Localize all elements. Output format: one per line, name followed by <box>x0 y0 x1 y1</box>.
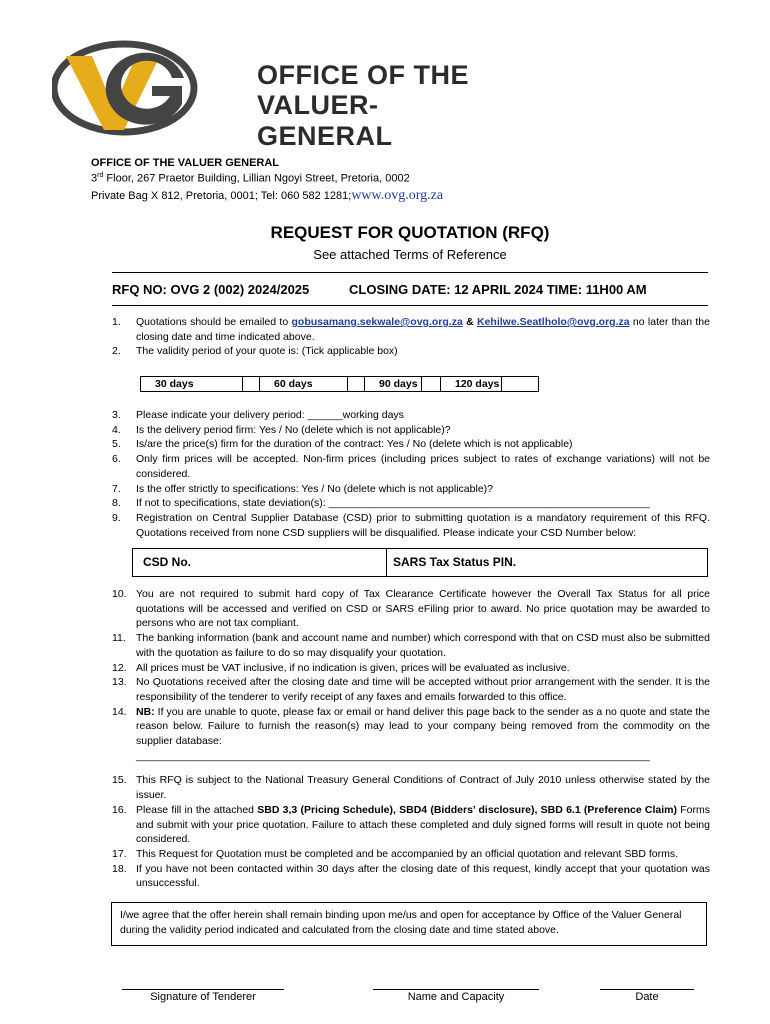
list-item <box>112 408 710 423</box>
document-title: REQUEST FOR QUOTATION (RFQ) <box>270 223 550 242</box>
sars-pin-field[interactable]: SARS Tax Status PIN. <box>393 555 517 569</box>
item-text: You are not required to submit hard copy of Tax Clearance Certificate however the Overall Tax Status for all price quotations will be accessed and verified on CSD or SARS eFiling prior to award. No price quotation may be awarded to persons who are not tax compliant. <box>136 588 710 630</box>
list-item <box>112 587 710 631</box>
item-number: 7. <box>112 482 121 495</box>
list-item <box>112 482 710 497</box>
item-text: All prices must be VAT inclusive, if no indication is given, prices will be evaluated as inclusive. <box>136 661 570 674</box>
signature-line[interactable] <box>122 989 284 990</box>
document-subtitle: See attached Terms of Reference <box>313 247 507 262</box>
org-name: OFFICE OF THE VALUER GENERAL <box>91 157 280 169</box>
item-text: Registration on Central Supplier Database (CSD) prior to submitting quotation is a mandatory requirement of this RFQ. Quotations received from none CSD suppliers will be disqualified. Please indicate your CSD Number below: <box>136 511 710 539</box>
item-number: 3. <box>112 409 121 421</box>
name-capacity-label: Name and Capacity <box>407 991 505 1003</box>
website-link[interactable]: www.ovg.org.za <box>351 188 444 203</box>
tick-box-60[interactable] <box>348 377 365 392</box>
reason-blank-line[interactable]: ________________________________________________________________________________________ <box>136 749 650 762</box>
item-number: 2. <box>112 345 121 358</box>
item-number: 9. <box>112 511 121 524</box>
logo-line1: OFFICE OF THE <box>257 60 469 90</box>
list-item <box>112 452 710 481</box>
item-number: 12. <box>112 661 127 674</box>
item-text-post: Forms and submit with your price quotation. Failure to attach these completed and duly signed forms will result in quote not being considered. <box>136 803 710 846</box>
agreement-box: I/we agree that the offer herein shall remain binding upon me/us and open for acceptance by Office of the Valuer General during the validity period indicated and calculated from the closing date and time stated above. <box>111 902 707 946</box>
tick-box-90[interactable] <box>422 377 441 392</box>
validity-table <box>140 376 539 392</box>
email-link-2[interactable]: Kehilwe.Seatlholo@ovg.org.za <box>477 316 630 328</box>
logo-line2: VALUER-GENERAL <box>257 90 393 151</box>
tick-box-120[interactable] <box>502 377 539 392</box>
date-line[interactable] <box>600 989 694 990</box>
item-text: Quotations should be emailed to <box>136 316 292 328</box>
nb-label: NB: <box>136 705 155 718</box>
item-number: 13. <box>112 676 127 689</box>
item-text: No Quotations received after the closing date and time will be accepted without prior arrangement with the sender. It is the responsibility of the tenderer to verify receipt of any faxes and emails forwarded to this office. <box>136 676 710 703</box>
list-item <box>112 803 710 847</box>
closing-date: CLOSING DATE: 12 APRIL 2024 TIME: 11H00 AM <box>349 282 647 297</box>
items-3-9 <box>112 408 710 540</box>
floor-superscript: rd <box>97 172 104 179</box>
address-line1 <box>91 172 410 185</box>
list-item <box>112 344 710 359</box>
list-item <box>112 675 710 704</box>
signature-label: Signature of Tenderer <box>150 991 256 1003</box>
ampersand: & <box>462 316 477 328</box>
list-item <box>112 423 710 438</box>
validity-option-90: 90 days <box>365 377 422 392</box>
item-text: The banking information (bank and account name and number) which correspond with that on CSD must also be submitted with the quotation as failure to do so may disqualify your quotation. <box>136 632 710 659</box>
address-contact: Private Bag X 812, Pretoria, 0001; Tel: 060 582 1281; <box>91 190 352 202</box>
csd-number-field[interactable]: CSD No. <box>133 549 387 576</box>
item-text: Only firm prices will be accepted. Non-firm prices (including prices subject to rates of exchange variations) will not be considered. <box>136 453 710 480</box>
item-number: 15. <box>112 774 127 787</box>
item-number: 1. <box>112 316 121 328</box>
validity-option-30: 30 days <box>141 377 243 392</box>
item-text: This RFQ is subject to the National Treasury General Conditions of Contract of July 2010 unless otherwise stated by the issuer. <box>136 774 710 802</box>
item-text: This Request for Quotation must be completed and be accompanied by an official quotation and relevant SBD forms. <box>136 847 679 860</box>
item-number: 14. <box>112 705 127 718</box>
list-item <box>112 847 710 862</box>
items-10-18 <box>112 587 710 891</box>
list-item <box>112 661 710 676</box>
sbd-forms: SBD 3,3 (Pricing Schedule), SBD4 (Bidders’ disclosure), SBD 6.1 (Preference Claim) <box>257 803 677 816</box>
address-line2 <box>91 188 443 204</box>
csd-sars-box <box>132 548 708 577</box>
ovg-logo <box>52 38 502 151</box>
item-text: Is the offer strictly to specifications: Yes / No (delete which is not applicable)? <box>136 482 493 495</box>
list-item <box>112 315 710 344</box>
validity-option-60: 60 days <box>260 377 348 392</box>
item-text: Please fill in the attached <box>136 803 258 816</box>
name-capacity-line[interactable] <box>373 989 539 990</box>
item-text: Is the delivery period firm: Yes / No (delete which is not applicable)? <box>136 423 451 436</box>
item-text: Please indicate your delivery period: ______working days <box>136 409 404 421</box>
item-number: 6. <box>112 453 121 466</box>
tick-box-30[interactable] <box>243 377 260 392</box>
validity-option-120: 120 days <box>441 377 502 392</box>
list-item <box>112 705 710 764</box>
item-number: 8. <box>112 497 121 510</box>
list-item <box>112 437 710 452</box>
item-text: If you are unable to quote, please fax or email or hand deliver this page back to the sender as a no quote and state the reason below. Failure to furnish the reason(s) may lead to your company being removed from the commodity on the supplier database: <box>136 705 710 748</box>
items-1-2 <box>112 315 710 359</box>
item-number: 18. <box>112 862 127 875</box>
item-number: 17. <box>112 847 127 860</box>
item-text: Is/are the price(s) firm for the duration of the contract: Yes / No (delete which is not applicable) <box>136 438 573 451</box>
ovg-logo-mark-icon <box>52 38 202 138</box>
item-number: 5. <box>112 438 121 451</box>
list-item <box>112 631 710 660</box>
list-item <box>112 862 710 891</box>
item-text: If not to specifications, state deviation(s): _______________________________________________________ <box>136 497 650 510</box>
item-number: 11. <box>112 632 126 645</box>
item-number: 16. <box>112 803 127 816</box>
date-label: Date <box>635 991 659 1003</box>
email-link-1[interactable]: gobusamang.sekwale@ovg.org.za <box>291 316 463 328</box>
item-text: The validity period of your quote is: (Tick applicable box) <box>136 345 398 358</box>
floor-number: 3 <box>91 172 98 185</box>
rfq-number: RFQ NO: OVG 2 (002) 2024/2025 <box>112 282 310 297</box>
item-number: 10. <box>112 588 127 600</box>
item-text-post: no later than the closing date and time indicated above. <box>136 316 710 343</box>
list-item <box>112 511 710 540</box>
rfq-bar <box>112 272 708 306</box>
item-text: If you have not been contacted within 30 days after the closing date of this request, kindly accept that your quotation was unsuccessful. <box>136 862 710 890</box>
list-item <box>112 773 710 802</box>
address-line1-rest: Floor, 267 Praetor Building, Lillian Ngoyi Street, Pretoria, 0002 <box>103 172 410 185</box>
item-number: 4. <box>112 423 121 436</box>
list-item <box>112 496 710 511</box>
